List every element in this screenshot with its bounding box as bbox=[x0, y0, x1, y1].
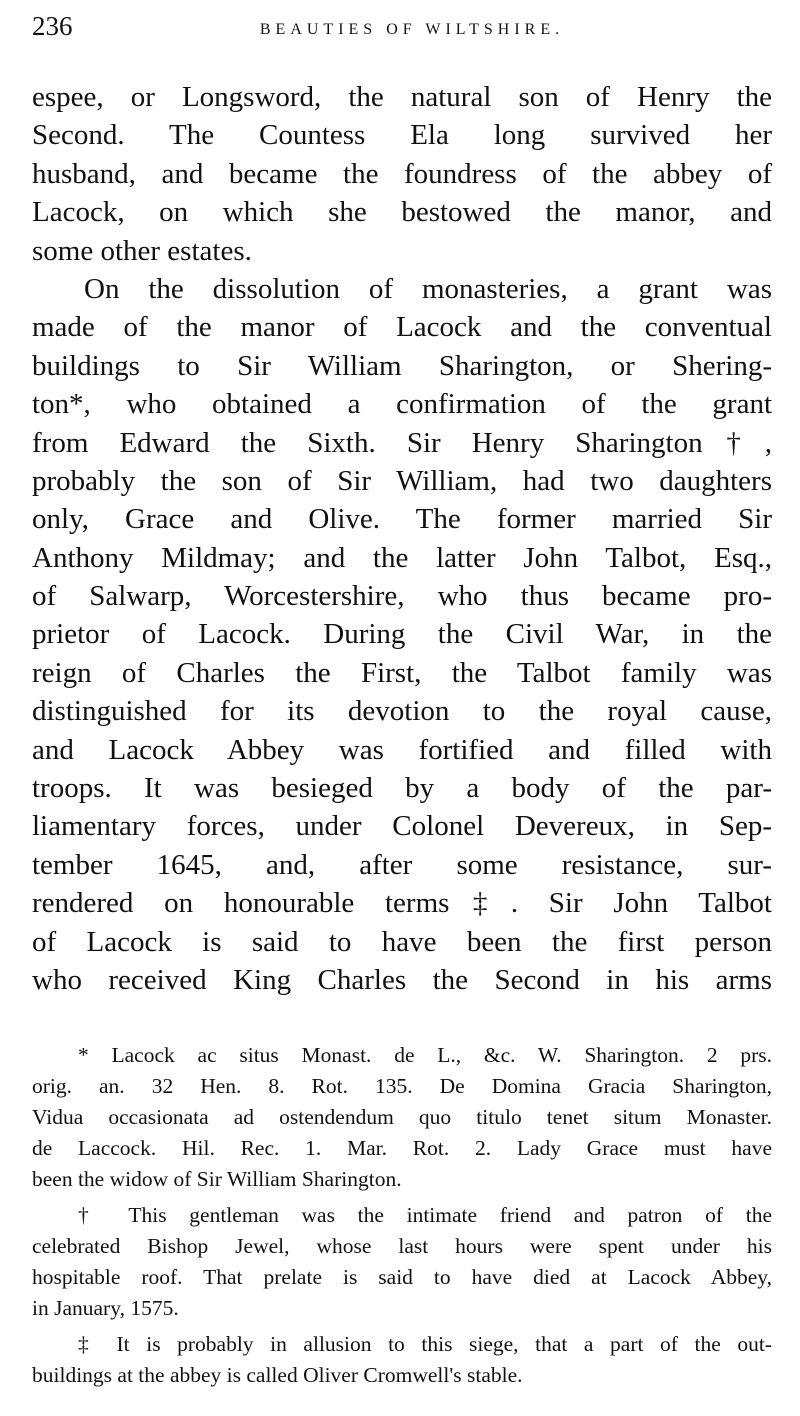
text-line: of Lacock is said to have been the first person bbox=[32, 925, 772, 958]
footnote-line: orig. an. 32 Hen. 8. Rot. 135. De Domina Gracia Sharington, bbox=[32, 1074, 772, 1098]
paragraph bbox=[32, 78, 772, 270]
footnote-line: celebrated Bishop Jewel, whose last hours were spent under his bbox=[32, 1234, 772, 1258]
text-line: rendered on honourable terms‡. Sir John Talbot bbox=[32, 887, 772, 920]
text-line: tember 1645, and, after some resistance, sur- bbox=[32, 848, 772, 881]
text-line: of Salwarp, Worcestershire, who thus became pro- bbox=[32, 580, 772, 613]
text-line: husband, and became the foundress of the abbey of bbox=[32, 157, 772, 190]
text-line: liamentary forces, under Colonel Devereux, in Sep- bbox=[32, 810, 772, 843]
text-line: troops. It was besieged by a body of the par- bbox=[32, 772, 772, 805]
footnote bbox=[32, 1329, 772, 1391]
text-line: some other estates. bbox=[32, 234, 252, 267]
footnote-line: Vidua occasionata ad ostendendum quo titulo tenet situm Monaster. bbox=[32, 1105, 772, 1129]
footnote-line: buildings at the abbey is called Oliver Cromwell's stable. bbox=[32, 1363, 523, 1387]
footnote-line: been the widow of Sir William Sharington. bbox=[32, 1167, 402, 1191]
text-line: ton*, who obtained a confirmation of the grant bbox=[32, 388, 772, 421]
paragraph bbox=[32, 270, 772, 999]
text-line: distinguished for its devotion to the royal cause, bbox=[32, 695, 772, 728]
text-line: Second. The Countess Ela long survived her bbox=[32, 119, 772, 152]
footnote-line: † This gentleman was the intimate friend and patron of the bbox=[78, 1203, 772, 1227]
text-line: only, Grace and Olive. The former married Sir bbox=[32, 503, 772, 536]
text-line: Lacock, on which she bestowed the manor, and bbox=[32, 196, 772, 229]
text-line: and Lacock Abbey was fortified and filled with bbox=[32, 733, 772, 766]
page-header bbox=[32, 8, 772, 48]
running-head: BEAUTIES OF WILTSHIRE. bbox=[259, 21, 565, 38]
body-text bbox=[32, 78, 772, 999]
footnote-line: hospitable roof. That prelate is said to have died at Lacock Abbey, bbox=[32, 1265, 772, 1289]
text-line: On the dissolution of monasteries, a grant was bbox=[84, 272, 772, 305]
footnote-line: in January, 1575. bbox=[32, 1296, 179, 1320]
footnote-line: * Lacock ac situs Monast. de L., &c. W. Sharington. 2 prs. bbox=[78, 1043, 772, 1067]
text-line: espee, or Longsword, the natural son of Henry the bbox=[32, 81, 772, 113]
page-number: 236 bbox=[32, 11, 73, 41]
text-line: from Edward the Sixth. Sir Henry Sharington†, bbox=[32, 426, 772, 459]
footnotes bbox=[32, 1040, 772, 1396]
text-line: who received King Charles the Second in his arms bbox=[32, 963, 772, 996]
text-line: probably the son of Sir William, had two daughters bbox=[32, 464, 772, 497]
footnote bbox=[32, 1040, 772, 1195]
footnote-line: ‡ It is probably in allusion to this siege, that a part of the out- bbox=[78, 1332, 772, 1356]
text-line: Anthony Mildmay; and the latter John Talbot, Esq., bbox=[32, 541, 772, 574]
text-line: buildings to Sir William Sharington, or Shering- bbox=[32, 349, 772, 382]
text-line: reign of Charles the First, the Talbot family was bbox=[32, 656, 772, 689]
footnote bbox=[32, 1200, 772, 1324]
text-line: made of the manor of Lacock and the conventual bbox=[32, 311, 772, 344]
footnote-line: de Laccock. Hil. Rec. 1. Mar. Rot. 2. Lady Grace must have bbox=[32, 1136, 772, 1160]
text-line: prietor of Lacock. During the Civil War, in the bbox=[32, 618, 772, 651]
